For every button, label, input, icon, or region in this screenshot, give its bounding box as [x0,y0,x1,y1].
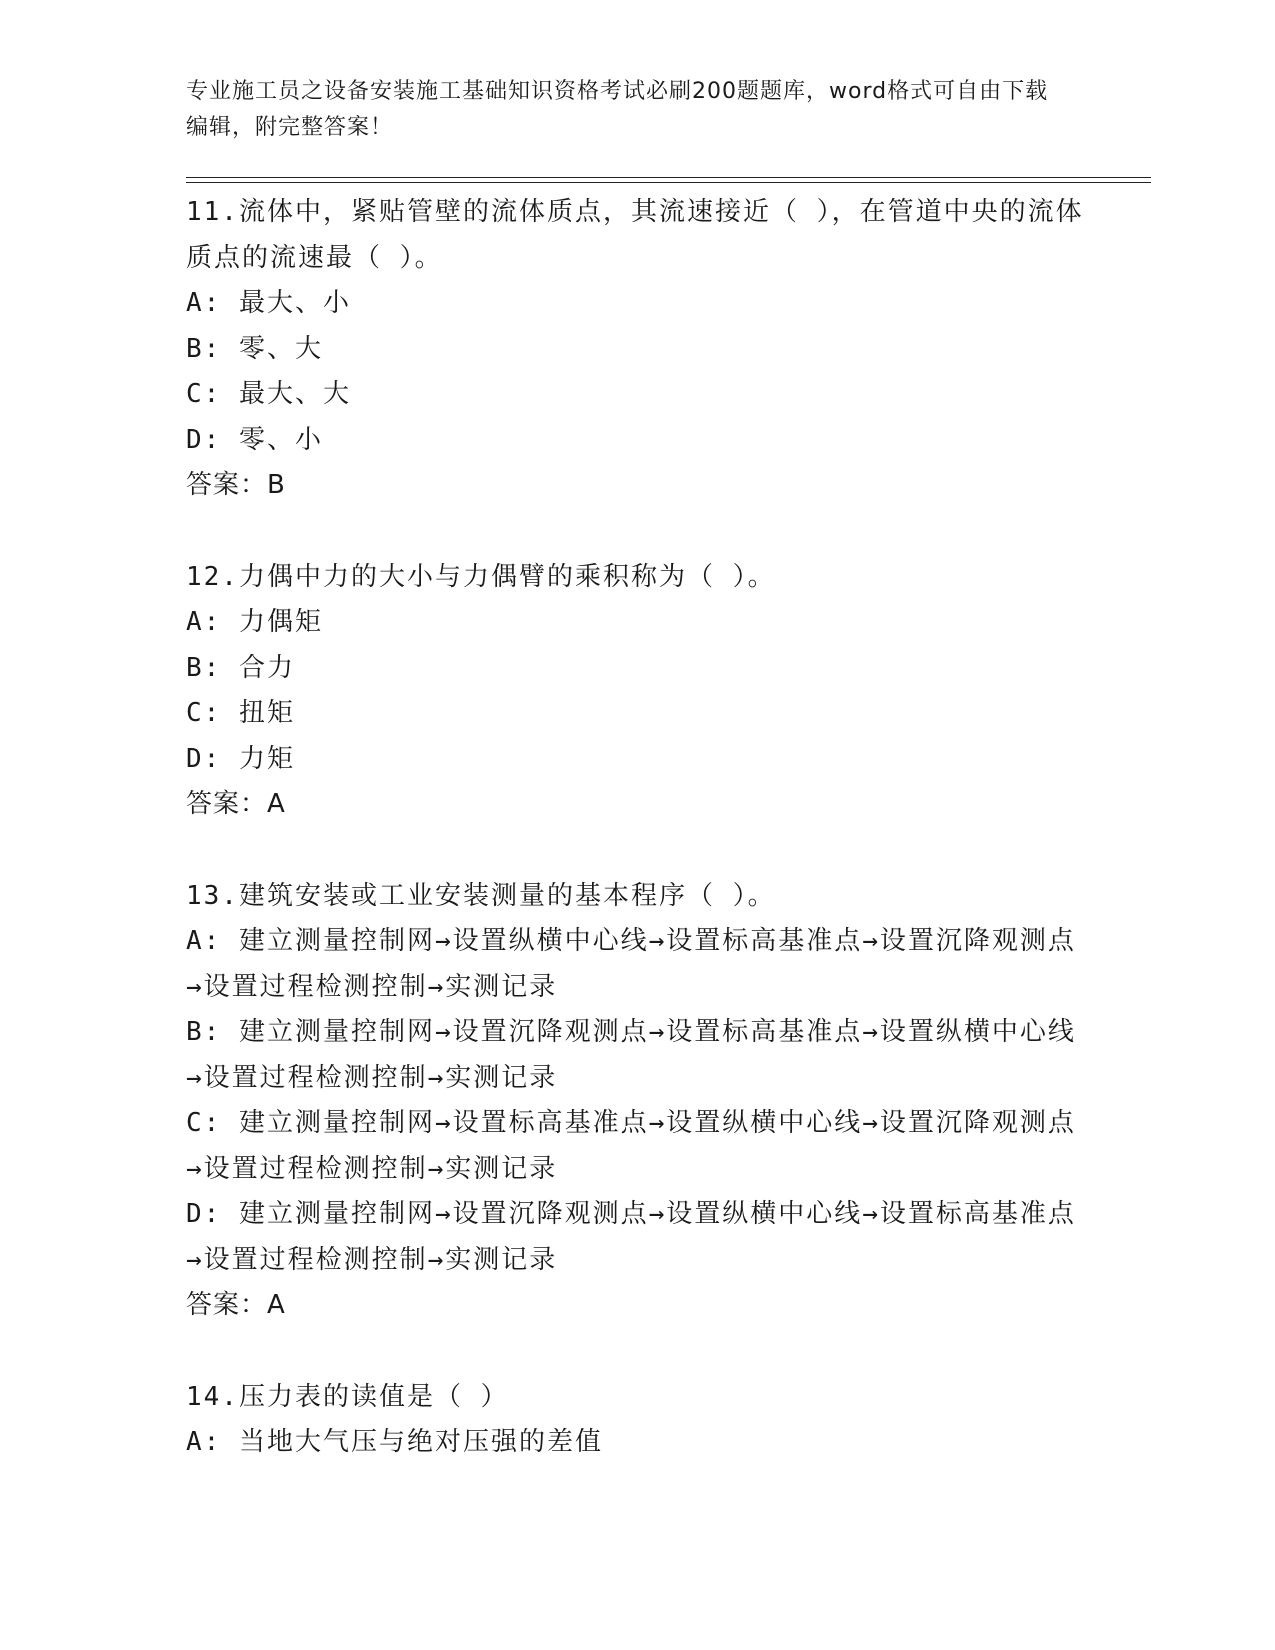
option-label: D: [186,424,222,455]
answer-line: 答案：A [186,1290,286,1320]
option-label: D: [186,743,222,774]
option-label: A: [186,607,222,637]
option-text: 力偶矩 [238,607,323,637]
option-label: D: [186,1199,222,1229]
option-label: B: [186,333,222,364]
answer-line: 答案：B [186,470,286,500]
header-divider-bottom [186,182,1151,183]
option-text: 合力 [238,652,295,683]
option-a [186,281,1086,327]
option-c [186,691,1086,737]
option-text: 零、大 [238,333,323,364]
question-text: 力偶中力的大小与力偶臂的乘积称为（ ）。 [238,561,776,592]
question-stem [186,190,1086,281]
option-b [186,1010,1086,1101]
question-text: 建筑安装或工业安装测量的基本程序（ ）。 [238,880,776,911]
option-text: 建立测量控制网→设置沉降观测点→设置纵横中心线→设置标高基准点→设置过程检测控制→实测记录 [186,1199,1076,1275]
option-b [186,646,1086,692]
option-a [186,1420,1086,1466]
question-text: 压力表的读值是（ ） [238,1381,509,1412]
option-text: 建立测量控制网→设置标高基准点→设置纵横中心线→设置沉降观测点→设置过程检测控制→实测记录 [186,1108,1076,1184]
option-c [186,372,1086,418]
option-text: 建立测量控制网→设置纵横中心线→设置标高基准点→设置沉降观测点→设置过程检测控制→实测记录 [186,926,1076,1002]
option-text: 最大、大 [238,379,351,409]
option-text: 零、小 [238,424,323,455]
question-list [186,190,1086,1512]
option-d [186,737,1086,783]
option-d [186,1192,1086,1283]
option-text: 力矩 [238,743,295,774]
question-number: 12. [186,561,239,592]
option-label: B: [186,1017,222,1047]
option-a [186,919,1086,1010]
answer-line: 答案：A [186,789,286,819]
question-13 [186,874,1086,1329]
question-stem [186,555,1086,601]
option-label: C: [186,379,222,409]
document-header: 专业施工员之设备安装施工基础知识资格考试必刷200题题库，word格式可自由下载编辑，附完整答案！ [186,79,1049,140]
question-number: 14. [186,1381,239,1412]
option-label: C: [186,1108,222,1138]
header-divider-top [186,177,1151,178]
option-d [186,418,1086,464]
question-text: 流体中，紧贴管壁的流体质点，其流速接近（ ），在管道中央的流体质点的流速最（ ）。 [186,197,1084,273]
question-number: 13. [186,880,239,911]
option-b [186,327,1086,373]
question-12 [186,555,1086,828]
question-stem [186,1375,1086,1421]
option-label: A: [186,1427,222,1457]
option-text: 当地大气压与绝对压强的差值 [238,1427,603,1457]
option-a [186,600,1086,646]
option-text: 扭矩 [238,698,295,728]
question-number: 11. [186,197,239,227]
option-label: B: [186,652,222,683]
question-14 [186,1375,1086,1466]
option-c [186,1101,1086,1192]
option-label: A: [186,926,222,956]
option-text: 最大、小 [238,288,351,318]
option-label: A: [186,288,222,318]
option-label: C: [186,698,222,728]
option-text: 建立测量控制网→设置沉降观测点→设置标高基准点→设置纵横中心线→设置过程检测控制→实测记录 [186,1017,1076,1093]
question-11 [186,190,1086,509]
question-stem [186,874,1086,920]
